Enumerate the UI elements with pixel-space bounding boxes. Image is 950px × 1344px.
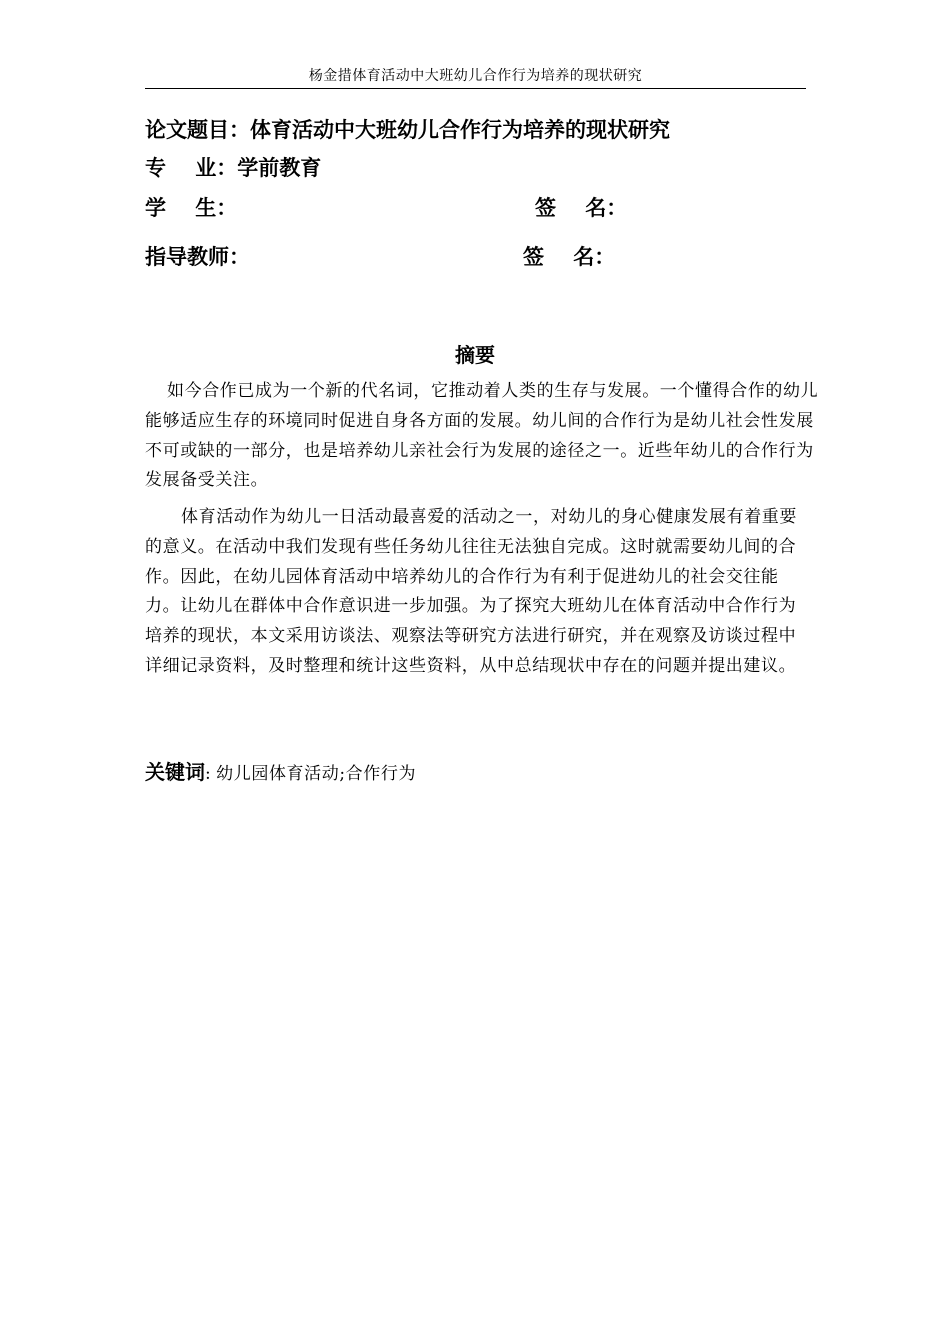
advisor-label: 指导教师： [145,245,250,269]
running-header [145,66,806,89]
running-header-title: 杨金措体育活动中大班幼儿合作行为培养的现状研究 [308,68,643,84]
keywords-values: 幼儿园体育活动;合作行为 [216,764,417,784]
thesis-title-label: 论文题目： [145,118,250,142]
student-label: 学 生： [145,196,238,220]
major-label: 专 业： [145,156,238,180]
abstract-paragraph-2: 体育活动作为幼儿一日活动最喜爱的活动之一，对幼儿的身心健康发展有着重要的意义。在活动中我们发现有些任务幼儿往往无法独自完成。这时就需要幼儿间的合作。因此，在幼儿园体育活动中培养幼儿的合作行为有利于促进幼儿的社会交往能力。让幼儿在群体中合作意识进一步加强。为了探究大班幼儿在体育活动中合作行为培养的现状，本文采用访谈法、观察法等研究方法进行研究，并在观察及访谈过程中详细记录资料，及时整理和统计这些资料，从中总结现状中存在的问题并提出建议。 [145,507,797,676]
abstract-paragraph-1: 如今合作已成为一个新的代名词，它推动着人类的生存与发展。一个懂得合作的幼儿能够适应生存的环境同时促进自身各方面的发展。幼儿间的合作行为是幼儿社会性发展不可或缺的一部分，也是培养幼儿亲社会行为发展的途径之一。近些年幼儿的合作行为发展备受关注。 [145,381,819,491]
student-signature-label: 签 名： [535,196,628,220]
keywords-label: 关键词 [145,760,205,784]
thesis-title-value: 体育活动中大班幼儿合作行为培养的现状研究 [250,118,670,142]
keywords-separator: : [205,764,217,784]
thesis-title-row [145,116,670,144]
abstract-heading: 摘要 [455,343,495,367]
major-row [145,154,321,182]
advisor-signature-label: 签 名： [523,245,616,269]
major-value: 学前教育 [237,156,322,180]
keywords-line [145,758,416,788]
